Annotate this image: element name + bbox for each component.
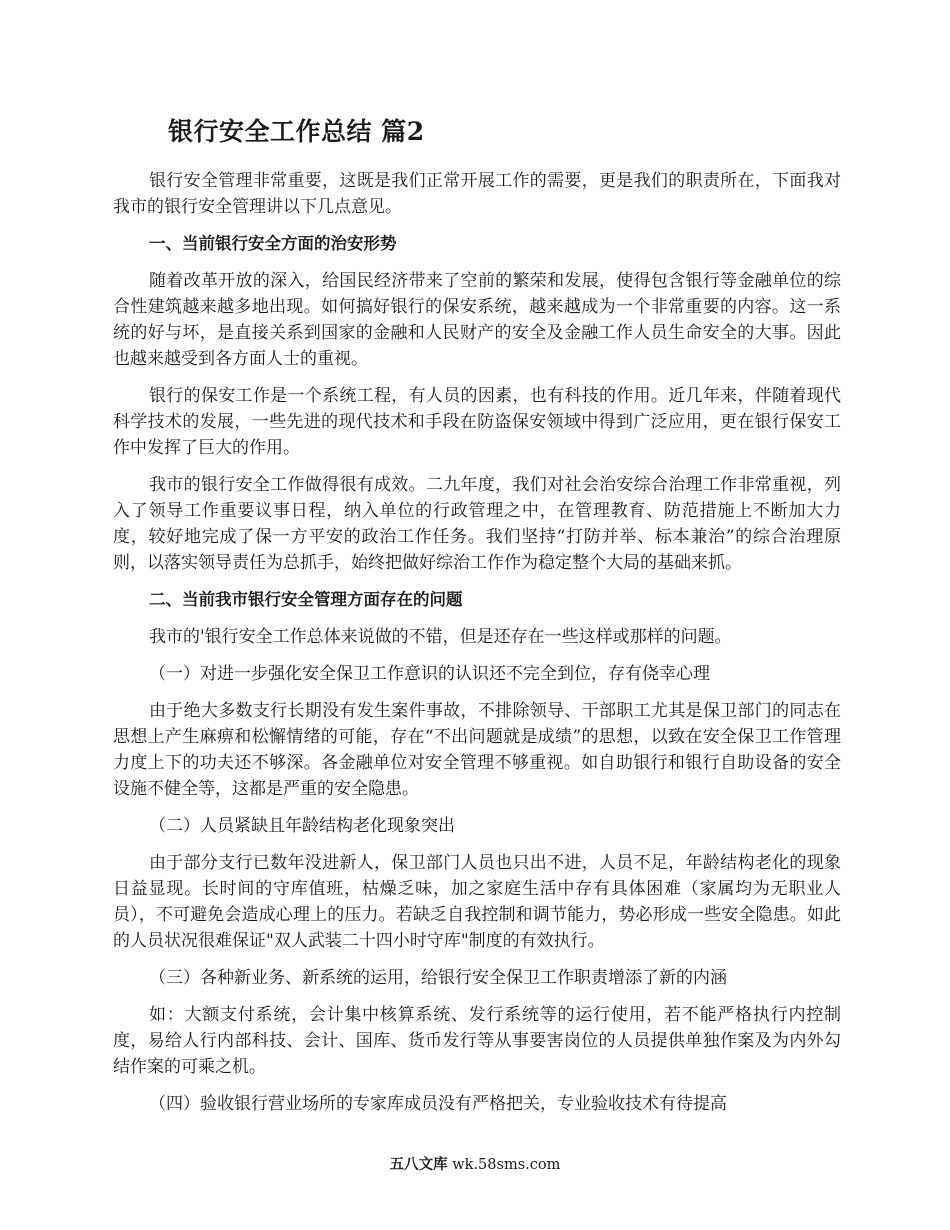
- subsection-heading-4: （四）验收银行营业场所的专家库成员没有严格把关，专业验收技术有待提高: [149, 1094, 727, 1114]
- document-body: [113, 168, 841, 1128]
- footer-site[interactable]: wk.58sms.com: [452, 1157, 561, 1173]
- document-title: 银行安全工作总结 篇2: [168, 117, 425, 146]
- footer-brand: 五八文库: [389, 1156, 448, 1173]
- paragraph: 由于部分支行已数年没进新人，保卫部门人员也只出不进，人员不足，年龄结构老化的现象日益显现。长时间的守库值班，枯燥乏味，加之家庭生活中存有具体困难（家属均为无职业人员），不可避免会造成心理上的压力。若缺乏自我控制和调节能力，势必形成一些安全隐患。如此的人员状况很难保证"双人武装二十四小时守库"制度的有效执行。: [113, 853, 841, 951]
- paragraph: 银行的保安工作是一个系统工程，有人员的因素，也有科技的作用。近几年来，伴随着现代科学技术的发展，一些先进的现代技术和手段在防盗保安领域中得到广泛应用，更在银行保安工作中发挥了巨大的作用。: [113, 386, 841, 458]
- section-heading-2: 二、当前我市银行安全管理方面存在的问题: [149, 590, 463, 609]
- paragraph-intro: 银行安全管理非常重要，这既是我们正常开展工作的需要，更是我们的职责所在，下面我对我市的银行安全管理讲以下几点意见。: [113, 171, 841, 217]
- paragraph: 我市的'银行安全工作总体来说做的不错，但是还存在一些这样或那样的问题。: [149, 627, 732, 647]
- subsection-heading-2: （二）人员紧缺且年龄结构老化现象突出: [149, 816, 455, 836]
- paragraph: 如：大额支付系统，会计集中核算系统、发行系统等的运行使用，若不能严格执行内控制度，易给人行内部科技、会计、国库、货币发行等从事要害岗位的人员提供单独作案及为内外勾结作案的可乘之机。: [113, 1005, 841, 1077]
- paragraph: 我市的银行安全工作做得很有成效。二九年度，我们对社会治安综合治理工作非常重视，列入了领导工作重要议事日程，纳入单位的行政管理之中，在管理教育、防范措施上不断加大力度，较好地完成了保一方平安的政治工作任务。我们坚持“打防并举、标本兼治”的综合治理原则，以落实领导责任为总抓手，始终把做好综治工作作为稳定整个大局的基础来抓。: [113, 475, 841, 573]
- subsection-heading-1: （一）对进一步强化安全保卫工作意识的认识还不完全到位，存有侥幸心理: [149, 664, 710, 684]
- paragraph: 随着改革开放的深入，给国民经济带来了空前的繁荣和发展，使得包含银行等金融单位的综合性建筑越来越多地出现。如何搞好银行的保安系统，越来越成为一个非常重要的内容。这一系统的好与坏，是直接关系到国家的金融和人民财产的安全及金融工作人员生命安全的大事。因此也越来越受到各方面人士的重视。: [113, 271, 841, 369]
- section-heading-1: 一、当前银行安全方面的治安形势: [149, 234, 397, 253]
- subsection-heading-3: （三）各种新业务、新系统的运用，给银行安全保卫工作职责增添了新的内涵: [149, 968, 727, 988]
- paragraph: 由于绝大多数支行长期没有发生案件事故，不排除领导、干部职工尤其是保卫部门的同志在思想上产生麻痹和松懈情绪的可能，存在“不出问题就是成绩”的思想，以致在安全保卫工作管理力度上下的功夫还不够深。各金融单位对安全管理不够重视。如自助银行和银行自助设备的安全设施不健全等，这都是严重的安全隐患。: [113, 701, 841, 799]
- page-footer: [0, 1155, 950, 1175]
